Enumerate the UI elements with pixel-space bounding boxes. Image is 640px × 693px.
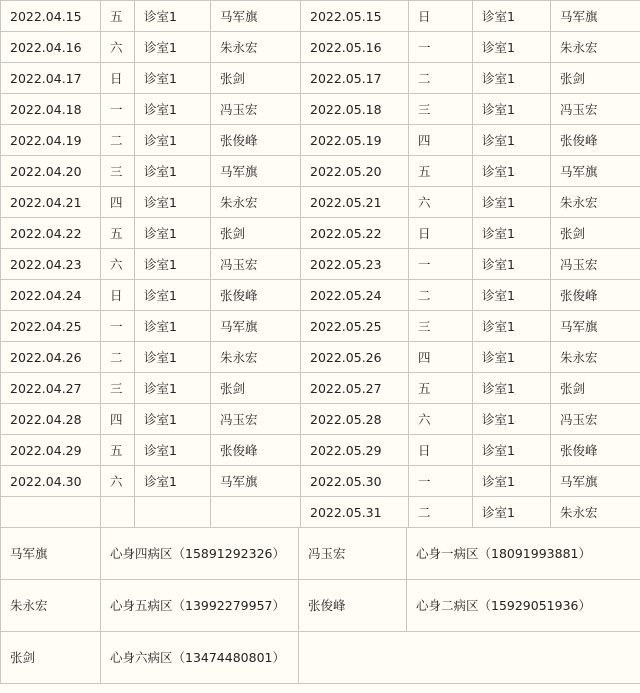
date-cell: 2022.04.28 — [1, 404, 101, 435]
room-cell: 诊室1 — [135, 435, 211, 466]
date-cell: 2022.05.23 — [301, 249, 409, 280]
doctor-cell: 冯玉宏 — [211, 249, 301, 280]
room-cell: 诊室1 — [135, 404, 211, 435]
doctor-cell: 朱永宏 — [551, 342, 640, 373]
ward-phone: 心身四病区（15891292326） — [101, 528, 299, 580]
weekday-cell: 日 — [409, 218, 473, 249]
room-cell: 诊室1 — [135, 1, 211, 32]
contact-row — [1, 632, 640, 684]
doctor-cell: 马军旗 — [211, 156, 301, 187]
room-cell: 诊室1 — [473, 435, 551, 466]
doctor-cell: 张剑 — [211, 63, 301, 94]
doctor-cell: 冯玉宏 — [211, 404, 301, 435]
date-cell: 2022.04.21 — [1, 187, 101, 218]
doctor-cell: 张剑 — [551, 218, 640, 249]
doctor-cell: 冯玉宏 — [551, 404, 640, 435]
schedule-row — [1, 125, 640, 156]
room-cell: 诊室1 — [135, 32, 211, 63]
room-cell: 诊室1 — [473, 32, 551, 63]
weekday-cell: 日 — [409, 1, 473, 32]
date-cell: 2022.05.29 — [301, 435, 409, 466]
room-cell: 诊室1 — [135, 94, 211, 125]
room-cell: 诊室1 — [473, 466, 551, 497]
doctor-cell: 张俊峰 — [551, 125, 640, 156]
date-cell: 2022.04.18 — [1, 94, 101, 125]
weekday-cell: 五 — [101, 1, 135, 32]
doctor-cell: 马军旗 — [211, 1, 301, 32]
room-cell: 诊室1 — [135, 249, 211, 280]
room-cell: 诊室1 — [473, 342, 551, 373]
weekday-cell: 五 — [101, 435, 135, 466]
doctor-name: 冯玉宏 — [299, 528, 407, 580]
doctor-name: 张俊峰 — [299, 580, 407, 632]
room-cell: 诊室1 — [473, 63, 551, 94]
contact-row — [1, 580, 640, 632]
doctor-cell: 朱永宏 — [211, 187, 301, 218]
weekday-cell: 六 — [409, 404, 473, 435]
room-cell: 诊室1 — [473, 1, 551, 32]
doctor-cell: 朱永宏 — [551, 32, 640, 63]
date-cell: 2022.04.25 — [1, 311, 101, 342]
schedule-row — [1, 466, 640, 497]
schedule-row — [1, 218, 640, 249]
room-cell: 诊室1 — [473, 280, 551, 311]
schedule-row — [1, 94, 640, 125]
contacts-table — [0, 527, 640, 684]
weekday-cell: 四 — [409, 342, 473, 373]
weekday-cell: 五 — [101, 218, 135, 249]
weekday-cell: 六 — [101, 32, 135, 63]
room-cell: 诊室1 — [135, 280, 211, 311]
room-cell: 诊室1 — [473, 404, 551, 435]
room-cell: 诊室1 — [473, 497, 551, 528]
doctor-cell: 张俊峰 — [211, 435, 301, 466]
doctor-cell: 张剑 — [551, 63, 640, 94]
date-cell: 2022.04.20 — [1, 156, 101, 187]
doctor-cell: 朱永宏 — [211, 32, 301, 63]
doctor-cell: 朱永宏 — [551, 187, 640, 218]
weekday-cell: 日 — [409, 435, 473, 466]
empty-cell — [299, 632, 640, 684]
date-cell: 2022.05.31 — [301, 497, 409, 528]
doctor-cell: 张俊峰 — [211, 280, 301, 311]
date-cell: 2022.05.27 — [301, 373, 409, 404]
room-cell: 诊室1 — [135, 373, 211, 404]
room-cell: 诊室1 — [473, 249, 551, 280]
doctor-cell: 冯玉宏 — [551, 249, 640, 280]
doctor-cell — [211, 497, 301, 528]
room-cell: 诊室1 — [473, 125, 551, 156]
weekday-cell: 五 — [409, 373, 473, 404]
ward-phone: 心身六病区（13474480801） — [101, 632, 299, 684]
doctor-cell: 马军旗 — [211, 466, 301, 497]
doctor-name: 马军旗 — [1, 528, 101, 580]
weekday-cell: 六 — [409, 187, 473, 218]
weekday-cell: 一 — [409, 466, 473, 497]
contacts-body — [1, 528, 640, 684]
date-cell: 2022.05.16 — [301, 32, 409, 63]
ward-phone: 心身五病区（13992279957） — [101, 580, 299, 632]
date-cell: 2022.05.25 — [301, 311, 409, 342]
date-cell — [1, 497, 101, 528]
schedule-row — [1, 497, 640, 528]
doctor-cell: 朱永宏 — [551, 497, 640, 528]
schedule-row — [1, 342, 640, 373]
date-cell: 2022.05.26 — [301, 342, 409, 373]
date-cell: 2022.04.26 — [1, 342, 101, 373]
schedule-body — [1, 1, 640, 528]
doctor-cell: 张俊峰 — [551, 435, 640, 466]
date-cell: 2022.05.19 — [301, 125, 409, 156]
weekday-cell: 四 — [409, 125, 473, 156]
room-cell: 诊室1 — [135, 466, 211, 497]
weekday-cell: 四 — [101, 404, 135, 435]
doctor-name: 张剑 — [1, 632, 101, 684]
schedule-row — [1, 63, 640, 94]
weekday-cell: 二 — [101, 342, 135, 373]
weekday-cell: 一 — [101, 94, 135, 125]
weekday-cell: 一 — [409, 249, 473, 280]
schedule-row — [1, 32, 640, 63]
doctor-cell: 马军旗 — [551, 311, 640, 342]
weekday-cell: 日 — [101, 63, 135, 94]
room-cell: 诊室1 — [473, 373, 551, 404]
room-cell: 诊室1 — [473, 218, 551, 249]
date-cell: 2022.05.30 — [301, 466, 409, 497]
weekday-cell — [101, 497, 135, 528]
doctor-cell: 马军旗 — [211, 311, 301, 342]
room-cell: 诊室1 — [135, 125, 211, 156]
date-cell: 2022.05.20 — [301, 156, 409, 187]
weekday-cell: 三 — [409, 311, 473, 342]
room-cell: 诊室1 — [135, 311, 211, 342]
weekday-cell: 六 — [101, 249, 135, 280]
date-cell: 2022.04.27 — [1, 373, 101, 404]
room-cell: 诊室1 — [473, 94, 551, 125]
room-cell: 诊室1 — [135, 342, 211, 373]
date-cell: 2022.05.17 — [301, 63, 409, 94]
room-cell: 诊室1 — [473, 311, 551, 342]
date-cell: 2022.05.24 — [301, 280, 409, 311]
room-cell: 诊室1 — [473, 156, 551, 187]
doctor-name: 朱永宏 — [1, 580, 101, 632]
weekday-cell: 二 — [409, 280, 473, 311]
schedule-row — [1, 373, 640, 404]
doctor-cell: 张俊峰 — [551, 280, 640, 311]
date-cell: 2022.04.16 — [1, 32, 101, 63]
date-cell: 2022.05.22 — [301, 218, 409, 249]
schedule-row — [1, 187, 640, 218]
ward-phone: 心身一病区（18091993881） — [407, 528, 640, 580]
date-cell: 2022.04.23 — [1, 249, 101, 280]
weekday-cell: 三 — [101, 373, 135, 404]
date-cell: 2022.04.30 — [1, 466, 101, 497]
room-cell: 诊室1 — [135, 156, 211, 187]
doctor-cell: 张俊峰 — [211, 125, 301, 156]
room-cell: 诊室1 — [135, 63, 211, 94]
contact-row — [1, 528, 640, 580]
room-cell: 诊室1 — [473, 187, 551, 218]
date-cell: 2022.05.21 — [301, 187, 409, 218]
doctor-cell: 马军旗 — [551, 156, 640, 187]
date-cell: 2022.04.19 — [1, 125, 101, 156]
doctor-cell: 张剑 — [211, 373, 301, 404]
room-cell: 诊室1 — [135, 187, 211, 218]
weekday-cell: 四 — [101, 187, 135, 218]
schedule-row — [1, 404, 640, 435]
weekday-cell: 二 — [409, 497, 473, 528]
date-cell: 2022.04.24 — [1, 280, 101, 311]
date-cell: 2022.04.15 — [1, 1, 101, 32]
weekday-cell: 三 — [101, 156, 135, 187]
date-cell: 2022.04.17 — [1, 63, 101, 94]
weekday-cell: 一 — [409, 32, 473, 63]
date-cell: 2022.05.15 — [301, 1, 409, 32]
doctor-cell: 张剑 — [211, 218, 301, 249]
schedule-row — [1, 156, 640, 187]
doctor-cell: 朱永宏 — [211, 342, 301, 373]
date-cell: 2022.05.18 — [301, 94, 409, 125]
weekday-cell: 日 — [101, 280, 135, 311]
weekday-cell: 五 — [409, 156, 473, 187]
doctor-cell: 马军旗 — [551, 1, 640, 32]
room-cell: 诊室1 — [135, 218, 211, 249]
schedule-row — [1, 249, 640, 280]
schedule-row — [1, 311, 640, 342]
schedule-row — [1, 1, 640, 32]
date-cell: 2022.04.22 — [1, 218, 101, 249]
weekday-cell: 六 — [101, 466, 135, 497]
doctor-cell: 冯玉宏 — [551, 94, 640, 125]
schedule-row — [1, 435, 640, 466]
schedule-row — [1, 280, 640, 311]
weekday-cell: 二 — [409, 63, 473, 94]
doctor-cell: 冯玉宏 — [211, 94, 301, 125]
doctor-cell: 马军旗 — [551, 466, 640, 497]
doctor-cell: 张剑 — [551, 373, 640, 404]
weekday-cell: 二 — [101, 125, 135, 156]
weekday-cell: 一 — [101, 311, 135, 342]
ward-phone: 心身二病区（15929051936） — [407, 580, 640, 632]
date-cell: 2022.04.29 — [1, 435, 101, 466]
room-cell — [135, 497, 211, 528]
weekday-cell: 三 — [409, 94, 473, 125]
date-cell: 2022.05.28 — [301, 404, 409, 435]
